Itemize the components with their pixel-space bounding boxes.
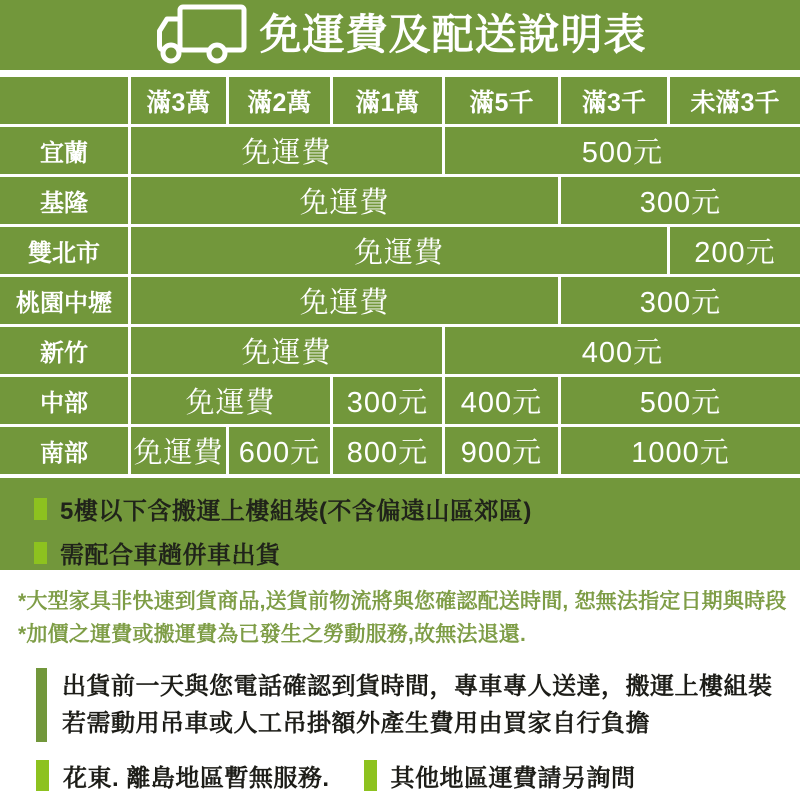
bottom-note-text: 其他地區運費請另詢問	[390, 765, 636, 792]
fee-cell: 300元	[561, 277, 800, 324]
fine-print-line: *加價之運費或搬運費為已發生之勞動服務,故無法退還.	[18, 623, 527, 646]
header	[0, 0, 800, 70]
tier-header-cell: 未滿3千	[670, 77, 800, 124]
fee-cell: 免運費	[131, 427, 226, 474]
bottom-notes	[36, 758, 800, 793]
fee-table	[0, 77, 800, 474]
tier-header-cell: 滿5千	[445, 77, 558, 124]
delivery-notice	[36, 668, 800, 742]
fee-cell: 1000元	[561, 427, 800, 474]
fine-print	[18, 585, 800, 651]
region-label-cell: 新竹	[0, 327, 128, 374]
truck-icon	[153, 4, 249, 66]
bottom-note-text: 花東. 離島地區暫無服務.	[63, 765, 330, 792]
fee-cell: 免運費	[131, 127, 442, 174]
delivery-line: 出貨前一天與您電話確認到貨時間，專車專人送達，搬運上樓組裝	[62, 673, 773, 700]
fine-print-line: *大型家具非快速到貨商品,送貨前物流將與您確認配送時間, 恕無法指定日期與時段	[18, 590, 787, 613]
tier-header-cell: 滿2萬	[229, 77, 330, 124]
fee-cell: 200元	[670, 227, 800, 274]
tier-header-cell: 滿3千	[561, 77, 667, 124]
region-label-cell: 雙北市	[0, 227, 128, 274]
fee-cell: 免運費	[131, 177, 558, 224]
footer-panel	[0, 585, 800, 793]
bullet-icon	[36, 760, 49, 791]
page-title: 免運費及配送說明表	[259, 11, 647, 58]
fee-cell: 300元	[333, 377, 442, 424]
fee-cell: 400元	[445, 377, 558, 424]
note-text: 5樓以下含搬運上樓組裝(不含偏遠山區郊區)	[60, 498, 532, 525]
fee-cell: 免運費	[131, 227, 667, 274]
divider-top	[0, 70, 800, 77]
fee-cell: 300元	[561, 177, 800, 224]
bottom-note-item	[364, 758, 636, 793]
fee-cell: 500元	[561, 377, 800, 424]
fee-cell: 免運費	[131, 327, 442, 374]
note-item	[34, 535, 800, 570]
fee-cell: 600元	[229, 427, 330, 474]
corner-cell	[0, 77, 128, 124]
region-label-cell: 宜蘭	[0, 127, 128, 174]
delivery-notice-text	[62, 668, 773, 742]
tier-header-cell: 滿3萬	[131, 77, 226, 124]
fee-cell: 800元	[333, 427, 442, 474]
bottom-note-item	[36, 758, 330, 793]
delivery-line: 若需動用吊車或人工吊掛額外產生費用由買家自行負擔	[62, 710, 650, 737]
region-label-cell: 南部	[0, 427, 128, 474]
fee-cell: 免運費	[131, 377, 330, 424]
region-label-cell: 基隆	[0, 177, 128, 224]
bullet-icon	[34, 498, 47, 520]
fee-cell: 900元	[445, 427, 558, 474]
fee-cell: 500元	[445, 127, 800, 174]
region-label-cell: 中部	[0, 377, 128, 424]
region-label-cell: 桃園中壢	[0, 277, 128, 324]
tier-header-cell: 滿1萬	[333, 77, 442, 124]
notes-section	[0, 478, 800, 570]
note-item	[34, 491, 800, 526]
fee-cell: 400元	[445, 327, 800, 374]
bullet-icon	[364, 760, 377, 791]
fee-cell: 免運費	[131, 277, 558, 324]
bar-icon	[36, 668, 47, 742]
bullet-icon	[34, 542, 47, 564]
note-text: 需配合車趟併車出貨	[60, 542, 281, 569]
